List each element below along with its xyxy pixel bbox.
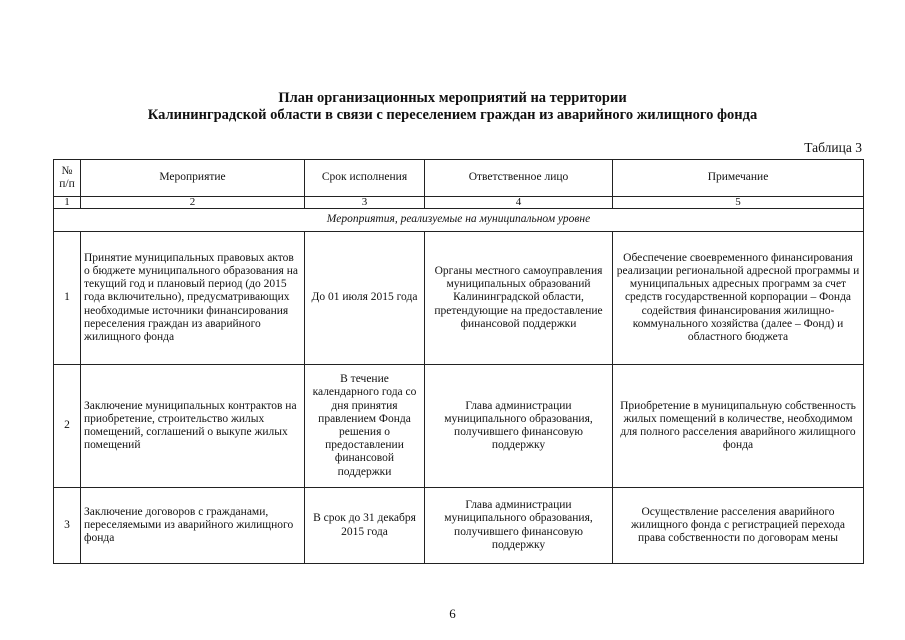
page-number: 6 — [449, 606, 456, 621]
section-row — [54, 209, 864, 232]
title-line-2: Калининградской области в связи с переселением граждан из аварийного жилищного фонда — [147, 107, 758, 123]
row-note: Приобретение в муниципальную собственность жилых помещений в количестве, необходимом для полного расселения аварийного жилищного фонда — [613, 365, 864, 488]
column-number-row — [54, 197, 864, 209]
title-line-1: План организационных мероприятий на территории — [278, 90, 627, 106]
table-row — [54, 488, 864, 564]
row-event: Принятие муниципальных правовых актов о бюджете муниципального образования на текущий год и плановый период (до 2015 года включительно), предусматривающих необходимые источники финансирования переселения граждан из аварийного жилищного фонда — [81, 232, 305, 365]
header-deadline: Срок исполнения — [305, 160, 425, 197]
row-note: Осуществление расселения аварийного жилищного фонда с регистрацией перехода права собственности по договорам мены — [613, 488, 864, 564]
row-number: 1 — [54, 232, 81, 365]
table-label: Таблица 3 — [804, 140, 862, 155]
row-event: Заключение договоров с гражданами, переселяемыми из аварийного жилищного фонда — [81, 488, 305, 564]
column-number: 5 — [613, 197, 864, 209]
plan-table — [53, 159, 864, 564]
column-number: 1 — [54, 197, 81, 209]
table-row — [54, 232, 864, 365]
column-number: 3 — [305, 197, 425, 209]
document-title — [0, 90, 905, 124]
row-note: Обеспечение своевременного финансирования реализации региональной адресной программы и муниципальных адресных программ за счет средств государственной корпорации – Фонда содействия финансирования жилищно-коммунального хозяйства (далее – Фонд) и областного бюджета — [613, 232, 864, 365]
table-row — [54, 365, 864, 488]
column-number: 2 — [81, 197, 305, 209]
header-responsible: Ответственное лицо — [425, 160, 613, 197]
row-responsible: Глава администрации муниципального образования, получившего финансовую поддержку — [425, 365, 613, 488]
row-number: 2 — [54, 365, 81, 488]
column-number: 4 — [425, 197, 613, 209]
row-deadline: В течение календарного года со дня принятия правлением Фонда решения о предоставлении финансовой поддержки — [305, 365, 425, 488]
header-num: № п/п — [54, 160, 81, 197]
row-deadline: В срок до 31 декабря 2015 года — [305, 488, 425, 564]
header-event: Мероприятие — [81, 160, 305, 197]
row-event: Заключение муниципальных контрактов на приобретение, строительство жилых помещений, соглашений о выкупе жилых помещений — [81, 365, 305, 488]
section-title: Мероприятия, реализуемые на муниципальном уровне — [54, 209, 864, 232]
row-deadline: До 01 июля 2015 года — [305, 232, 425, 365]
row-responsible: Глава администрации муниципального образования, получившего финансовую поддержку — [425, 488, 613, 564]
header-row — [54, 160, 864, 197]
header-note: Примечание — [613, 160, 864, 197]
row-responsible: Органы местного самоуправления муниципальных образований Калининградской области, претендующие на предоставление финансовой поддержки — [425, 232, 613, 365]
row-number: 3 — [54, 488, 81, 564]
